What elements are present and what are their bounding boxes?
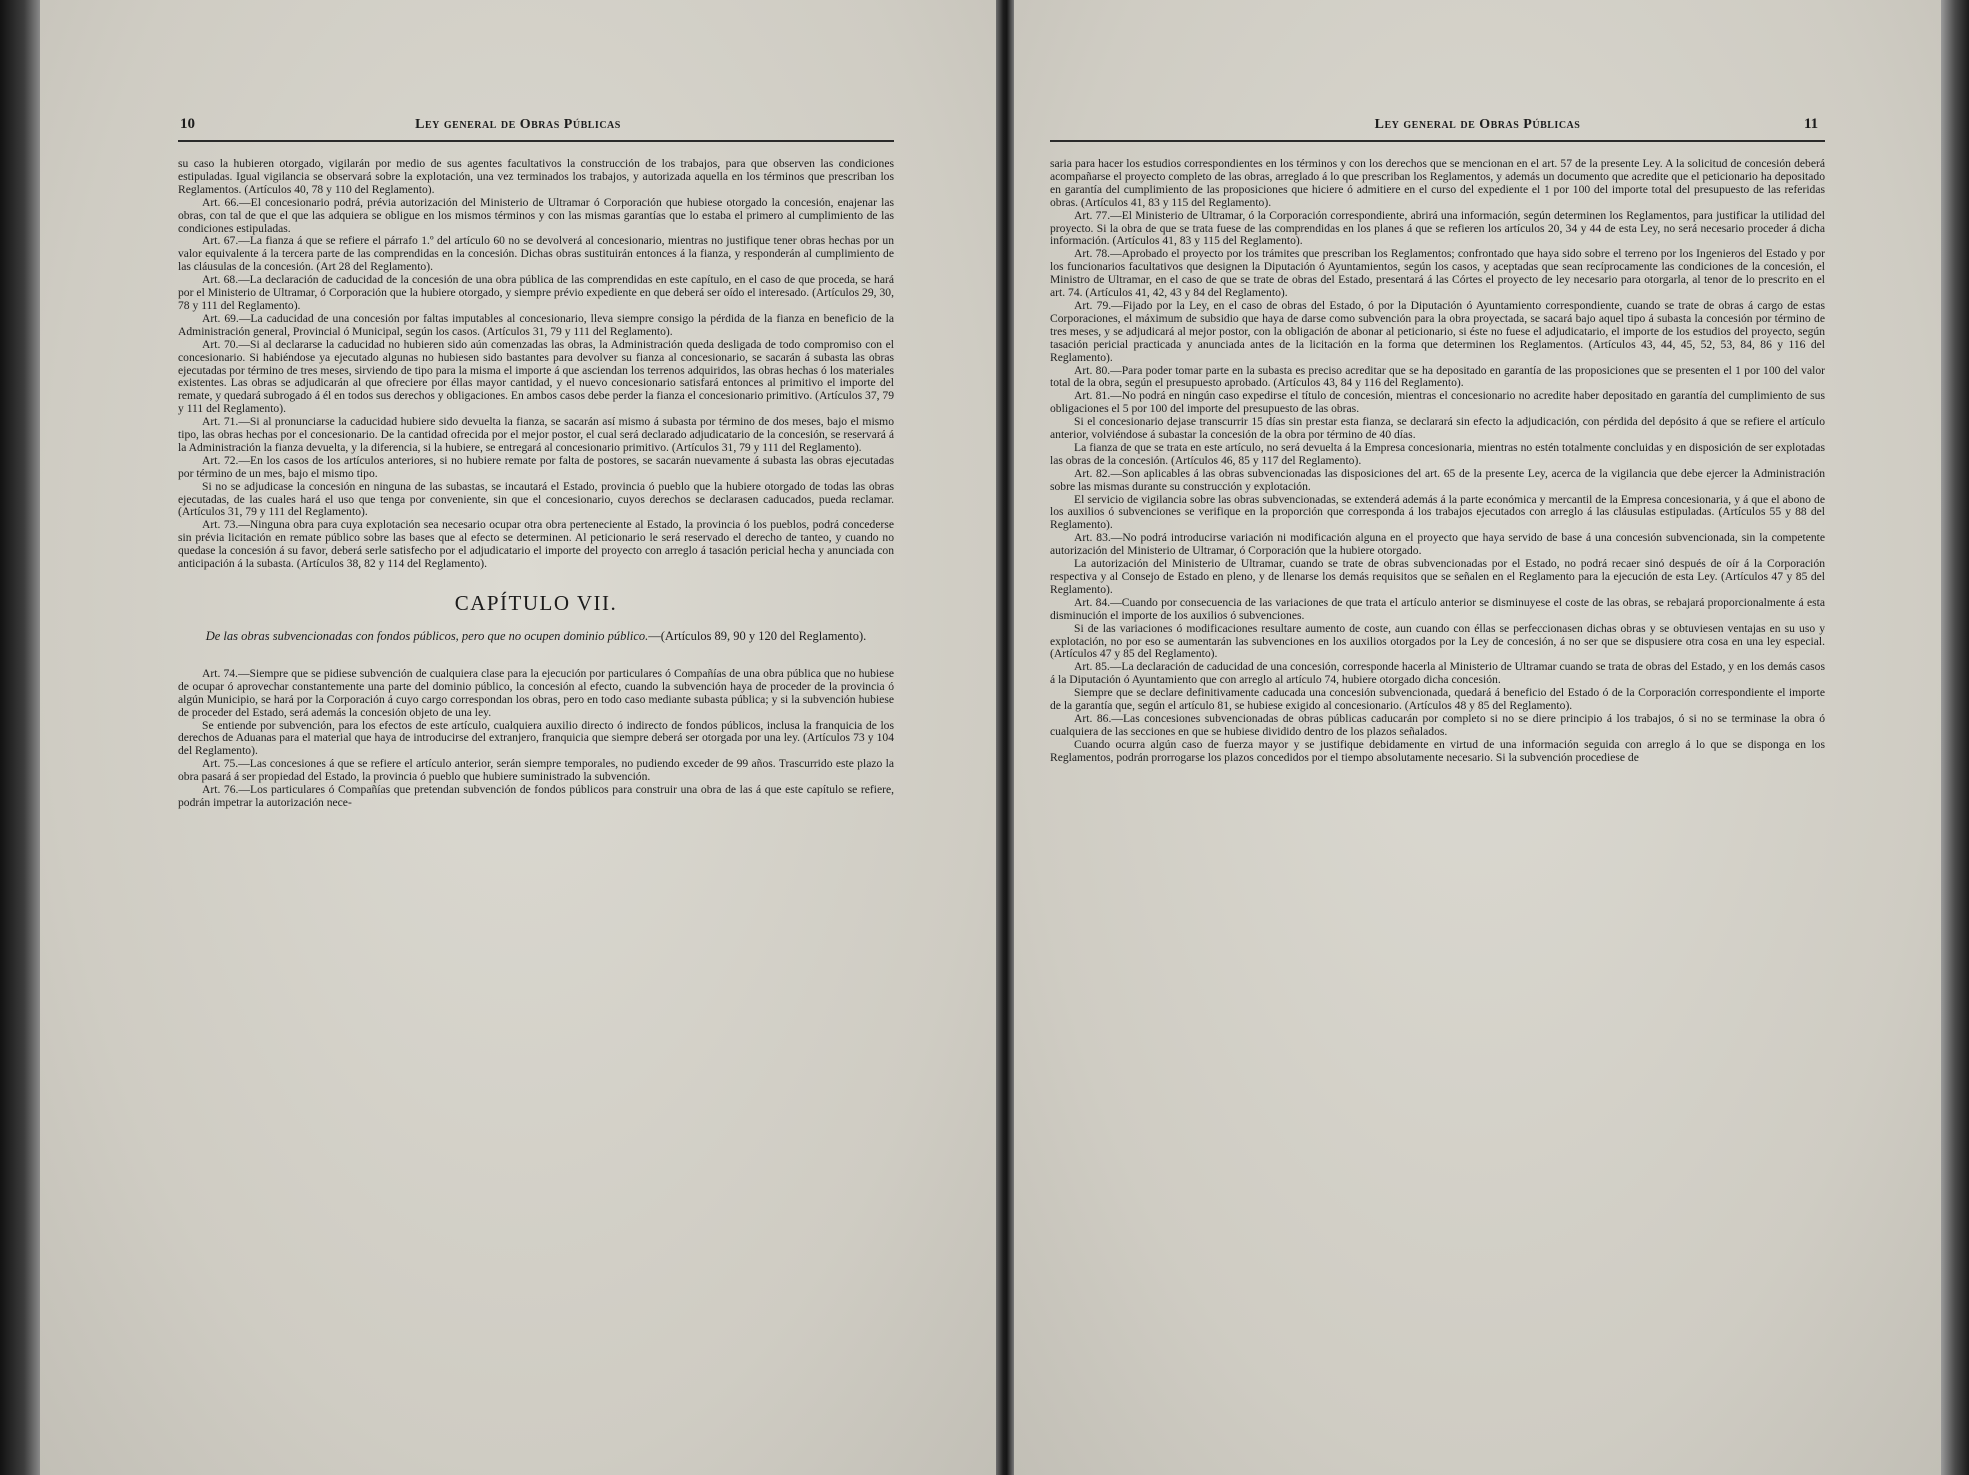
paragraph: Art. 74.—Siempre que se pidiese subvención de cualquiera clase para la ejecución por particulares ó Compañías de una obra pública que no hubiese de ocupar ó aprovechar constantemente una parte del dominio público, la concesión al efecto, cuando la subvención haya de proceder de la provincia ó algún Municipio, se hará por la Corporación á cuyo cargo correspondan los obras, pero en todo caso mediante subasta pública; y si la subvención hubiese de proceder del Estado, será además la concesión objeto de una ley. (178, 666, 894, 719)
paragraph: su caso la hubieren otorgado, vigilarán por medio de sus agentes facultativos la construcción de los trabajos, para que observen las condiciones estipuladas. Igual vigilancia se observará sobre la explotación, una vez terminados los trabajos, y autorizada aquella en los términos que prescriban los Reglamentos. (Artículos 40, 78 y 110 del Reglamento). (178, 157, 894, 196)
right-page-body (1050, 158, 1825, 765)
paragraph: Art. 76.—Los particulares ó Compañías que pretendan subvención de fondos públicos para construir una obra de las á que este capítulo se refiere, podrán impetrar la autorización nece- (178, 783, 894, 809)
book-edge-right (1941, 0, 1969, 1475)
page-number: 10 (180, 116, 195, 132)
paragraph: Art. 78.—Aprobado el proyecto por los trámites que prescriban los Reglamentos; confrontado que haya sido sobre el terreno por los Ingenieros del Estado y por los funcionarios facultativos que designen la Diputación ó Ayuntamientos, según los casos, y aceptadas que sean recíprocamente las condiciones de la concesión, el Ministro de Ultramar, en el caso de que se trate de obras del Estado, presentará á las Córtes el proyecto de ley necesario para otorgarla, al tenor de lo prescrito en el art. 74. (Artículos 41, 42, 43 y 84 del Reglamento). (1050, 247, 1825, 300)
running-head: Ley general de Obras Públicas (415, 117, 621, 132)
paragraph: Si de las variaciones ó modificaciones resultare aumento de coste, aun cuando con éllas se perfeccionasen dichas obras y se obtuviesen ventajas en su uso y explotación, no por eso se aumentarán las subvenciones en los auxilios otorgados por la Ley de concesión, á no ser que se dispusiere otra cosa en una ley especial. (Artículos 47 y 85 del Reglamento). (1050, 621, 1825, 661)
paragraph: Art. 70.—Si al declararse la caducidad no hubieren sido aún comenzadas las obras, la Administración queda desligada de todo compromiso con el concesionario. Si habiéndose ya ejecutado algunas no hubiesen sido bastantes para devolver su fianza al concesionario, se sacarán á subasta las obras ejecutadas por término de tres meses, sirviendo de tipo para la misma el importe á que asciendan los terrenos adquiridos, las obras hechas ó los materiales existentes. Las obras se adjudicarán al que ofreciere por éllas mayor cantidad, y el nuevo concesionario satisfará entonces al primitivo el importe del remate, y quedará subrogado á él en todos sus derechos y obligaciones. En ambos casos debe perder la fianza el concesionario primitivo. (Artículos 37, 79 y 111 del Reglamento). (178, 337, 895, 416)
book-gutter (996, 0, 1014, 1475)
paragraph: Art. 77.—El Ministerio de Ultramar, ó la Corporación correspondiente, abrirá una información, según determinen los Reglamentos, para justificar la utilidad del proyecto. Si la obra de que se trata fuese de las comprendidas en los planes á que se refieren los artículos 20, 34 y 44 de esta Ley, no será necesario proceder á dicha información. (Artículos 41, 83 y 115 del Reglamento). (1050, 208, 1825, 248)
paragraph: Cuando ocurra algún caso de fuerza mayor y se justifique debidamente en virtud de una información seguida con arreglo á lo que se disponga en los Reglamentos, podrán prorrogarse los plazos concedidos por el tiempo absolutamente necesario. Si la subvención procediese de (1050, 737, 1825, 764)
paragraph: Art. 79.—Fijado por la Ley, en el caso de obras del Estado, ó por la Diputación ó Ayuntamiento correspondiente, cuando se trate de obras á cargo de estas Corporaciones, el máximum de subsidio que haya de darse como subvención para la obra proyectada, se sacará bajo aquel tipo á subasta la concesión por término de tres meses, y se adjudicará al mejor postor, con la obligación de abonar al peticionario, si éste no fuese el adjudicatario, el importe de los estudios del proyecto, según tasación pericial practicada y anunciada antes de la licitación en la forma que determinen los Reglamentos. (Artículos 43, 44, 45, 52, 53, 84, 86 y 116 del Reglamento). (1050, 298, 1825, 364)
page-number: 11 (1804, 116, 1819, 132)
chapter-title: CAPÍTULO VII. (454, 591, 618, 615)
paragraph: Art. 85.—La declaración de caducidad de una concesión, corresponde hacerla al Ministerio de Ultramar cuando se trata de obras del Estado, y en los demás casos á la Diputación ó Ayuntamiento que con arreglo al artículo 74, hubiere otorgado dicha concesión. (1050, 660, 1825, 687)
paragraph: Art. 84.—Cuando por consecuencia de las variaciones de que trata el artículo anterior se disminuyese el coste de las obras, se rebajará proporcionalmente á esta disminución el importe de los auxilios ó subvenciones. (1050, 595, 1825, 622)
header-rule (1050, 140, 1825, 142)
paragraph: Se entiende por subvención, para los efectos de este artículo, cualquiera auxilio directo ó indirecto de fondos públicos, inclusa la franquicia de los derechos de Aduanas para el material que haya de introducirse del extranjero, franquicia que siempre deberá ser otorgada por una ley. (Artículos 73 y 104 del Reglamento). (178, 718, 894, 758)
right-page (1014, 0, 1941, 1475)
paragraphs-after (178, 668, 894, 810)
paragraph: Si el concesionario dejase transcurrir 15 días sin prestar esta fianza, se declarará sin efecto la adjudicación, con pérdida del depósito á que se refiere el artículo anterior, volviéndose á subastar la concesión de la obra por término de 40 días. (1050, 415, 1825, 442)
left-page (40, 0, 996, 1475)
paragraph: saria para hacer los estudios correspondientes en los términos y con los derechos que se mencionan en el art. 57 de la presente Ley. A la solicitud de concesión deberá acompañarse el proyecto completo de las obras, arreglado á lo que prescriban los Reglamentos, y además un documento que acredite que el peticionario ha depositado en garantía del cumplimiento de las proposiciones que hiciere ó admitiere en el curso del expediente el 1 por 100 del importe total del presupuesto de las referidas obras. (Artículos 41, 83 y 115 del Reglamento). (1050, 157, 1825, 209)
paragraph: Art. 81.—No podrá en ningún caso expedirse el título de concesión, mientras el concesionario no acredite haber depositado en garantía del cumplimiento de sus obligaciones el 5 por 100 del importe del presupuesto de las obras. (1050, 389, 1825, 416)
paragraph: Siempre que se declare definitivamente caducada una concesión subvencionada, quedará á beneficio del Estado ó de la Corporación correspondiente el importe de la garantía que, según el artículo 81, se hubiese exigido al concesionario. (Artículos 48 y 85 del Reglamento). (1050, 686, 1825, 713)
paragraph: Art. 83.—No podrá introducirse variación ni modificación alguna en el proyecto que haya servido de base á una concesión subvencionada, sin la competente autorización del Ministerio de Ultramar, ó Corporación que la hubiere otorgado. (1050, 531, 1825, 558)
paragraph: La fianza de que se trata en este artículo, no será devuelta á la Empresa concesionaria, mientras no estén totalmente concluidas y en disposición de ser explotadas las obras de la concesión. (Artículos 46, 85 y 117 del Reglamento). (1050, 440, 1825, 467)
paragraph: Art. 86.—Las concesiones subvencionadas de obras públicas caducarán por completo si no se diere principio á los trabajos, ó si no se terminase la obra ó cualquiera de las secciones en que se hubiese dividido dentro de los plazos señalados. (1050, 711, 1825, 738)
paragraph: Si no se adjudicase la concesión en ninguna de las subastas, se incautará el Estado, provincia ó pueblo que la hubiere otorgado de todas las obras ejecutadas, de las cuales hará el uso que tenga por conveniente, sin que el concesionario, cuyos derechos se declarasen caducados, pueda reclamar. (Artículos 31, 79 y 111 del Reglamento). (178, 479, 894, 519)
paragraph: El servicio de vigilancia sobre las obras subvencionadas, se extenderá además á la parte económica y mercantil de la Empresa concesionaria, y á que el abono de los auxilios ó subvenciones se verifique en la proporción que corresponda á los trabajos ejecutados con arreglo á las cláusulas estipuladas. (Artículos 55 y 88 del Reglamento). (1050, 492, 1825, 532)
chapter-subtitle (178, 626, 894, 646)
header-rule (178, 140, 894, 142)
paragraph: Art. 66.—El concesionario podrá, prévia autorización del Ministerio de Ultramar ó Corporación que hubiese otorgado la concesión, enajenar las obras, con tal de que el que las adquiera se obligue en los mismos términos y con las mismas garantías que lo estaba el primero al cumplimiento de las condiciones estipuladas. (178, 195, 894, 235)
paragraph: Art. 75.—Las concesiones á que se refiere el artículo anterior, serán siempre temporales, no pudiendo exceder de 99 años. Trascurrido este plazo la obra pasará á ser propiedad del Estado, la provincia ó pueblo que hubiere suministrado la subvención. (178, 757, 894, 784)
paragraph: La autorización del Ministerio de Ultramar, cuando se trate de obras subvencionadas por el Estado, no podrá recaer sinó después de oír á la Corporación respectiva y al Consejo de Estado en pleno, y de llenarse los demás requisitos que se señalen en el Reglamento para la ejecución de esta Ley. (Artículos 47 y 85 del Reglamento). (1050, 557, 1825, 596)
paragraph: Art. 67.—La fianza á que se refiere el párrafo 1.º del artículo 60 no se devolverá al concesionario, mientras no justifique tener obras hechas por un valor equivalente á la tercera parte de las comprendidas en la concesión. Dichas obras sustituirán entonces á la fianza, y responderán al cumplimiento de las cláusulas de la concesión. (Art 28 del Reglamento). (178, 234, 894, 274)
paragraphs-before (178, 158, 894, 571)
chapter-subtitle-text: De las obras subvencionadas con fondos públicos, pero que no ocupen dominio público. (205, 628, 649, 643)
chapter-subtitle-ref: —(Artículos 89, 90 y 120 del Reglamento). (648, 628, 867, 643)
paragraph: Art. 73.—Ninguna obra para cuya explotación sea necesario ocupar otra obra perteneciente al Estado, la provincia ó los pueblos, podrá concederse sin prévia licitación en remate público sobre las bases que al efecto se determinen. Al peticionario le será reservado el derecho de tanteo, y cuando no quedase la concesión á su favor, deberá serle satisfecho por el adjudicatario el importe del proyecto con arreglo á tasación pericial hecha y anunciada con anticipación á la subasta. (Artículos 38, 82 y 114 del Reglamento). (178, 518, 894, 571)
paragraph: Art. 69.—La caducidad de una concesión por faltas imputables al concesionario, lleva siempre consigo la pérdida de la fianza en beneficio de la Administración general, Provincial ó Municipal, según los casos. (Artículos 31, 79 y 111 del Reglamento). (178, 311, 894, 338)
paragraph: Art. 72.—En los casos de los artículos anteriores, si no hubiere remate por falta de postores, se sacarán nuevamente á subasta las obras ejecutadas por término de un mes, bajo el mismo tipo. (178, 453, 894, 480)
paragraph: Art. 82.—Son aplicables á las obras subvencionadas las disposiciones del art. 65 de la presente Ley, acerca de la vigilancia que debe ejercer la Administración sobre las mismas durante su construcción y explotación. (1050, 466, 1825, 493)
paragraphs (1050, 158, 1825, 765)
book-edge-left (0, 0, 40, 1475)
running-head: Ley general de Obras Públicas (1374, 117, 1581, 132)
paragraph: Art. 68.—La declaración de caducidad de la concesión de una obra pública de las comprendidas en este capítulo, en el caso de que proceda, se hará por el Ministerio de Ultramar, ó Corporación que la hubiere otorgado, y siempre prévio expediente en que deberá ser oído el interesado. (Artículos 29, 30, 78 y 111 del Reglamento). (178, 273, 894, 312)
paragraph: Art. 80.—Para poder tomar parte en la subasta es preciso acreditar que se ha depositado en garantía de las proposiciones que se presenten el 1 por 100 del valor total de la obra, según el presupuesto aprobado. (Artículos 43, 84 y 116 del Reglamento). (1050, 363, 1825, 390)
left-page-body (178, 158, 894, 810)
paragraph: Art. 71.—Si al pronunciarse la caducidad hubiere sido devuelta la fianza, se sacarán así mismo á subasta por término de dos meses, bajo el mismo tipo, las obras hechas por el concesionario. De la cantidad ofrecida por el mejor postor, el cual será declarado adjudicatario de la concesión, se reservará á la Administración la fianza devuelta, y la diferencia, si la hubiere, se entregará al concesionario primitivo. (Artículos 31, 79 y 111 del Reglamento). (178, 415, 894, 454)
